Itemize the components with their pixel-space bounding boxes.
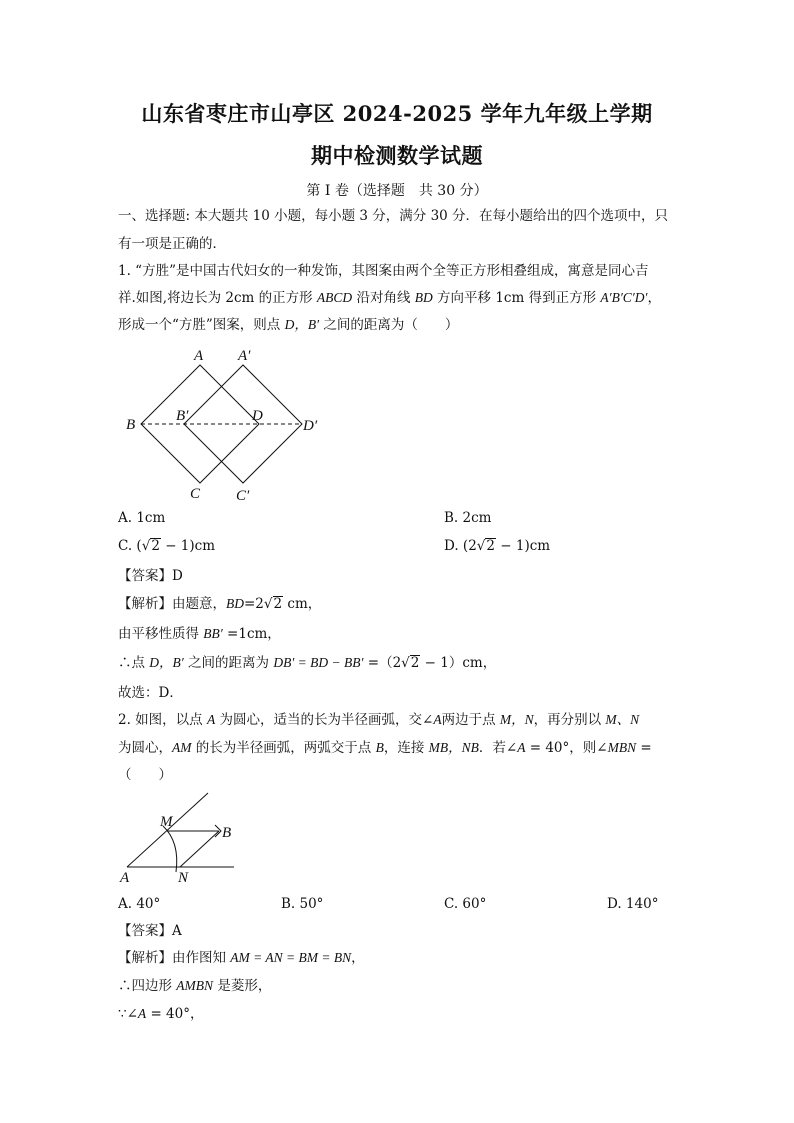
label-B2: B′ — [176, 408, 189, 424]
q1-option-d-rad: 2 — [486, 538, 495, 554]
q2-option-d: D. 140° — [607, 896, 659, 912]
q2-analysis-2 — [118, 976, 271, 996]
q2-line1-c: 两边于点 — [441, 712, 500, 728]
q1-option-c: C. (√2 − 1)cm — [118, 538, 216, 554]
q1-conclusion: 故选：D． — [118, 685, 183, 701]
q1-option-c-rad: 2 — [151, 538, 160, 554]
q2-line2-e: = 40°，则∠ — [525, 740, 608, 756]
q1-line2 — [118, 288, 661, 308]
q2-ana1-b: ， — [351, 950, 365, 966]
q2-option-c: C. 60° — [444, 896, 487, 912]
q1-option-b: B. 2cm — [444, 510, 492, 526]
q2-ana2-q: AMBN — [176, 978, 214, 993]
page-title-line2: 期中检测数学试题 — [311, 143, 483, 168]
q2-line2-B: B — [375, 740, 384, 755]
q2-line2-d: ．若∠ — [478, 740, 518, 756]
segment-nb — [180, 831, 219, 867]
label-A2: A′ — [238, 348, 251, 364]
q2-option-b: B. 50° — [281, 896, 324, 912]
q1-ana1-bd: BD — [226, 596, 244, 611]
q2-line1-a: 2. 如图，以点 — [118, 712, 207, 728]
q1-square2: A′B′C′D′ — [600, 290, 648, 305]
q2-line1-A2: A — [433, 712, 442, 727]
q1-ana3-pts: D，B′ — [149, 655, 184, 670]
q1-ana3-b: 之间的距离为 — [183, 655, 274, 671]
q2-analysis-3 — [118, 1004, 203, 1024]
q1-ana3-c: =（2 — [363, 655, 402, 671]
q1-ana1-a: 【解析】由题意， — [118, 596, 226, 612]
q2-line1-b: 为圆心，适当的长为半径画弧，交∠ — [215, 712, 434, 728]
q2-line2-a: 为圆心， — [118, 740, 172, 756]
q1-option-d: D. (2√2 − 1)cm — [444, 538, 551, 554]
q1-abcd: ABCD — [316, 290, 353, 305]
ray-am — [127, 793, 208, 867]
q1-ana3-rad: 2 — [410, 655, 420, 671]
q2-line1 — [118, 710, 639, 730]
q1-ana2-bb: BB′ — [203, 626, 223, 641]
q2-line2-A: A — [517, 740, 526, 755]
q2-line1-d: ，再分别以 — [533, 712, 606, 728]
q1-line2-d: ， — [647, 290, 661, 306]
section-intro-1: 一、选择题: 本大题共 10 小题，每小题 3 分，满分 30 分．在每小题给出的四个选项中，只 — [118, 208, 669, 224]
q2-ana1-expr: AM = AN = BM = BN — [230, 950, 352, 965]
q1-line3-a: 形成一个“方胜”图案，则点 — [118, 317, 285, 333]
q2-line1-A: A — [206, 712, 216, 727]
q1-line2-a: 祥.如图,将边长为 2cm 的正方形 — [118, 290, 317, 306]
q1-ana3-d: − 1）cm， — [420, 655, 497, 671]
q2-ana3-A: A — [137, 1006, 147, 1021]
q1-ana2-b: =1cm， — [222, 626, 281, 642]
q2-line2-MBN: MBN — [607, 740, 637, 755]
label-D2: D′ — [303, 418, 318, 434]
q1-ana3-a: ∴点 — [118, 655, 150, 671]
label-B: B — [222, 825, 232, 841]
q1-ana1-c: cm， — [283, 596, 322, 612]
q2-analysis-1 — [118, 948, 365, 968]
q1-points: D，B′ — [284, 317, 320, 332]
q1-ana2-a: 由平移性质得 — [118, 626, 204, 642]
q1-figure — [118, 340, 338, 505]
q2-line2-c: ，连接 — [383, 740, 429, 756]
q2-line2-AM: AM — [172, 740, 192, 755]
q2-line2-f: = — [636, 740, 652, 756]
q1-line3-b: 之间的距离为（ ） — [319, 317, 459, 333]
label-M: M — [160, 814, 173, 830]
q1-line2-c: 方向平移 1cm 得到正方形 — [432, 290, 601, 306]
q2-line1-MN: M，N — [499, 712, 534, 727]
q1-option-d-post: − 1)cm — [495, 538, 551, 554]
q2-line2 — [118, 738, 652, 758]
label-N: N — [178, 870, 189, 885]
q1-line3 — [118, 315, 458, 335]
q1-ana1-b: =2 — [244, 596, 264, 612]
q1-line2-b: 沿对角线 — [352, 290, 415, 306]
q2-ana1-a: 【解析】由作图知 — [118, 950, 231, 966]
q1-analysis-2 — [118, 624, 281, 644]
q2-line3: （ ） — [118, 767, 172, 783]
label-A: A — [120, 870, 130, 885]
q1-option-c-post: − 1)cm — [160, 538, 216, 554]
label-B: B — [126, 417, 136, 433]
q2-answer: 【答案】A — [118, 923, 182, 939]
q1-bd: BD — [414, 290, 433, 305]
q2-ana3-a: ∵∠ — [118, 1006, 138, 1022]
q2-ana2-a: ∴四边形 — [118, 978, 177, 994]
q2-line2-b: 的长为半径画弧，两弧交于点 — [191, 740, 376, 756]
q2-ana3-b: = 40°， — [146, 1006, 204, 1022]
label-C: C — [190, 486, 201, 502]
label-A: A — [194, 348, 204, 364]
section-label: 第 I 卷（选择题 共 30 分） — [306, 183, 488, 199]
q2-line2-MB: MB，NB — [428, 740, 479, 755]
q1-line1: 1. “方胜”是中国古代妇女的一种发饰，其图案由两个全等正方形相叠组成，寓意是同心吉 — [118, 263, 649, 279]
q1-analysis-1: 【解析】由题意，BD=2√2 cm， — [118, 596, 322, 612]
q1-option-a: A. 1cm — [118, 510, 166, 526]
page-title-line1: 山东省枣庄市山亭区 2024-2025 学年九年级上学期 — [141, 101, 653, 126]
q1-option-c-pre: C. ( — [118, 538, 142, 554]
q2-figure — [118, 790, 243, 885]
label-C2: C′ — [236, 488, 250, 504]
section-intro-2: 有一项是正确的． — [118, 236, 226, 252]
q2-line1-MN2: M、N — [605, 712, 640, 727]
q2-option-a: A. 40° — [118, 896, 161, 912]
q1-analysis-3: ∴点 D，B′ 之间的距离为 DB′ = BD − BB′ =（2√2 − 1）cm， — [118, 655, 497, 671]
q1-option-d-pre: D. (2 — [444, 538, 477, 554]
q1-answer: 【答案】D — [118, 568, 183, 584]
q2-ana2-b: 是菱形， — [213, 978, 272, 994]
label-D: D — [252, 408, 263, 424]
q1-ana3-expr: DB′ = BD − BB′ — [273, 655, 364, 670]
q1-ana1-rad: 2 — [273, 596, 283, 612]
